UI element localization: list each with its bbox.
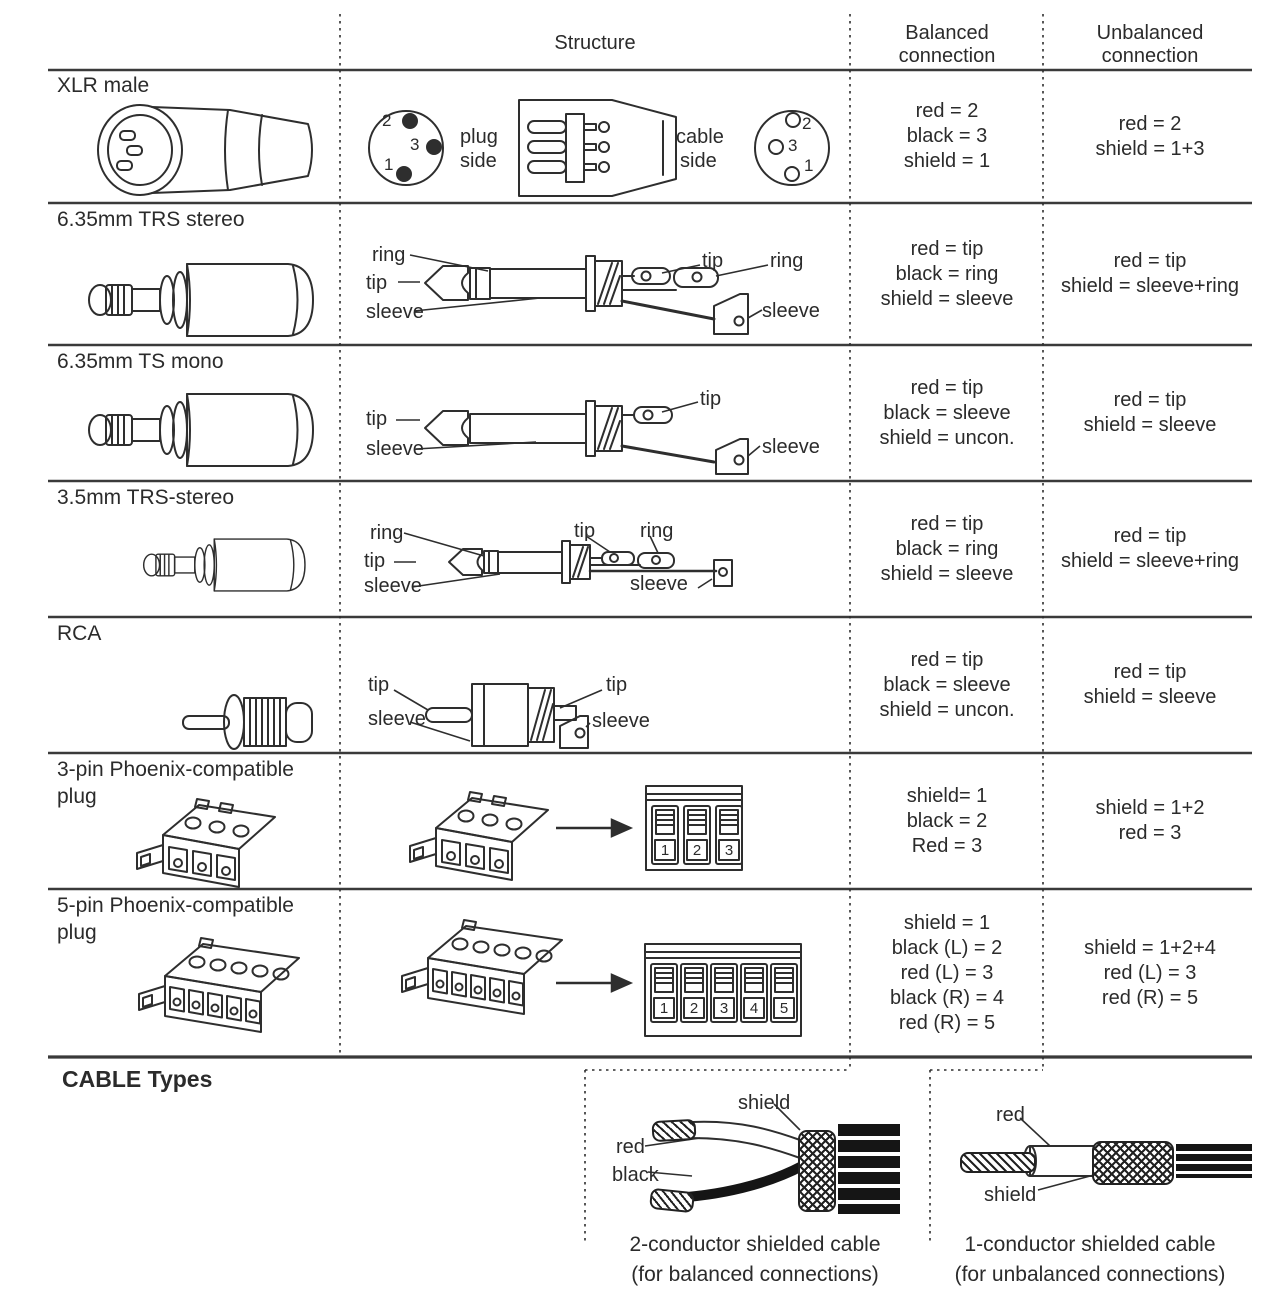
terminal5-number-5: 5	[779, 1000, 789, 1017]
cell-balanced-phoenix5: shield = 1 black (L) = 2 red (L) = 3 black (R) = 4 red (R) = 5	[890, 911, 1004, 1034]
cell-unbalanced-ts: red = tip shield = sleeve	[1083, 389, 1217, 436]
cell-unbalanced-phoenix5: shield = 1+2+4 red (L) = 3 red (R) = 5	[1084, 936, 1216, 1009]
cable1cond-shield-braid	[1092, 1141, 1174, 1185]
xlr-cable-pin2-number: 2	[802, 114, 812, 133]
cable1cond-red-label: red	[996, 1104, 1025, 1126]
ts-tip-label-left: tip	[366, 408, 388, 430]
xlr-plug-pin2-number: 2	[382, 111, 392, 130]
ts-jack-photo-drawing	[89, 394, 313, 466]
mini-jack-photo-drawing	[144, 539, 305, 591]
xlr-cable-side-label2: side	[680, 150, 717, 172]
cable1cond-caption: 1-conductor shielded cable (for unbalanced connections)	[954, 1233, 1226, 1286]
cable2cond-black-bare-wire	[649, 1188, 695, 1213]
minitrs-sleeve-label-right: sleeve	[630, 573, 688, 595]
row-title-phoenix5-line2: plug	[57, 921, 97, 944]
terminal5-number-3: 3	[719, 1000, 729, 1017]
trs-tip-label-left: tip	[366, 272, 388, 294]
trs-sleeve-label-right: sleeve	[762, 300, 820, 322]
row-title-phoenix5: 5-pin Phoenix-compatible	[57, 894, 294, 917]
xlr-plug-pin3-number: 3	[410, 135, 420, 154]
trs-jack-photo-drawing	[89, 264, 313, 336]
ts-structure-drawing	[425, 401, 748, 474]
cell-balanced-rca: red = tip black = sleeve shield = uncon.	[879, 648, 1015, 721]
terminal3-number-2: 2	[692, 842, 702, 859]
terminal5-number-2: 2	[689, 1000, 699, 1017]
rca-tip-label-right: tip	[606, 674, 628, 696]
rca-photo-drawing	[183, 695, 312, 749]
xlr-plug-pin1-number: 1	[384, 155, 394, 174]
cable2cond-red-label: red	[616, 1136, 645, 1158]
row-title-xlr: XLR male	[57, 74, 150, 97]
cell-unbalanced-minitrs: red = tip shield = sleeve+ring	[1061, 525, 1239, 572]
minitrs-ring-label-left: ring	[370, 522, 404, 544]
xlr-plug-side-label2: side	[460, 150, 497, 172]
minitrs-tip-label-right: tip	[574, 520, 596, 542]
row-title-trs: 6.35mm TRS stereo	[57, 208, 245, 231]
column-header-unbalanced: Unbalanced connection	[1096, 22, 1204, 67]
ts-sleeve-label-right: sleeve	[762, 436, 820, 458]
row-title-phoenix3: 3-pin Phoenix-compatible	[57, 758, 294, 781]
minitrs-sleeve-label-left: sleeve	[364, 575, 422, 597]
cell-balanced-minitrs: red = tip black = ring shield = sleeve	[880, 512, 1014, 585]
row-title-rca: RCA	[57, 622, 102, 645]
trs-sleeve-label-left: sleeve	[366, 301, 424, 323]
trs-ring-label-right: ring	[770, 250, 804, 272]
terminal3-number-1: 1	[660, 842, 670, 859]
rca-sleeve-label-right: sleeve	[592, 710, 650, 732]
terminal5-number-1: 1	[659, 1000, 669, 1017]
xlr-plug-side-label: plug	[460, 126, 498, 148]
cell-unbalanced-trs: red = tip shield = sleeve+ring	[1061, 250, 1239, 297]
row-title-mini-trs: 3.5mm TRS-stereo	[57, 486, 234, 509]
cable2cond-shield-braid	[798, 1130, 836, 1212]
terminal-block-5pin-drawing	[645, 944, 801, 1036]
arrow-icons	[556, 820, 630, 991]
rca-structure-drawing	[426, 684, 588, 748]
row-title-phoenix3-line2: plug	[57, 785, 97, 808]
trs-ring-label-left: ring	[372, 244, 406, 266]
column-header-balanced: Balanced connection	[898, 22, 996, 67]
trs-tip-label-right: tip	[702, 250, 724, 272]
cable-types-title: CABLE Types	[62, 1066, 213, 1092]
rca-tip-label-left: tip	[368, 674, 390, 696]
ts-tip-label-right: tip	[700, 388, 722, 410]
ts-sleeve-label-left: sleeve	[366, 438, 424, 460]
mini-trs-structure-drawing	[449, 541, 732, 586]
terminal3-number-3: 3	[724, 842, 734, 859]
minitrs-tip-label-left: tip	[364, 550, 386, 572]
cell-unbalanced-phoenix3: shield = 1+2 red = 3	[1095, 797, 1205, 844]
xlr-structure-drawing	[369, 100, 829, 196]
cell-balanced-trs: red = tip black = ring shield = sleeve	[880, 237, 1014, 310]
cable1cond-jacket	[1176, 1144, 1252, 1178]
cable2cond-red-bare-wire	[651, 1119, 696, 1142]
cell-balanced-xlr: red = 2 black = 3 shield = 1	[903, 100, 991, 172]
cable2cond-shield-label: shield	[738, 1092, 791, 1114]
cell-balanced-phoenix3: shield= 1 black = 2 Red = 3	[906, 784, 988, 857]
phoenix3-plug-drawing	[410, 792, 548, 880]
cell-balanced-ts: red = tip black = sleeve shield = uncon.	[879, 376, 1015, 449]
cable2cond-caption: 2-conductor shielded cable (for balanced connections)	[629, 1233, 881, 1286]
row-title-ts: 6.35mm TS mono	[57, 350, 224, 373]
column-header-structure: Structure	[554, 32, 636, 54]
terminal5-number-4: 4	[749, 1000, 759, 1017]
phoenix5-photo-drawing	[139, 938, 299, 1032]
cell-unbalanced-xlr: red = 2 shield = 1+3	[1095, 112, 1205, 160]
xlr-photo-drawing	[98, 105, 312, 195]
minitrs-ring-label-right: ring	[640, 520, 674, 542]
xlr-cable-pin1-number: 1	[804, 156, 814, 175]
cable2cond-black-label: black	[612, 1164, 659, 1186]
rca-sleeve-label-left: sleeve	[368, 708, 426, 730]
xlr-cable-side-label: cable	[676, 126, 724, 148]
cell-unbalanced-rca: red = tip shield = sleeve	[1083, 661, 1217, 708]
xlr-cable-pin3-number: 3	[788, 136, 798, 155]
cable1cond-shield-label: shield	[984, 1184, 1037, 1206]
phoenix3-photo-drawing	[137, 799, 275, 887]
cable2cond-jacket	[838, 1124, 900, 1214]
cable1cond-bare-conductor	[960, 1152, 1036, 1173]
cable2cond-drawing	[645, 1104, 802, 1198]
phoenix5-plug-drawing	[402, 920, 562, 1014]
